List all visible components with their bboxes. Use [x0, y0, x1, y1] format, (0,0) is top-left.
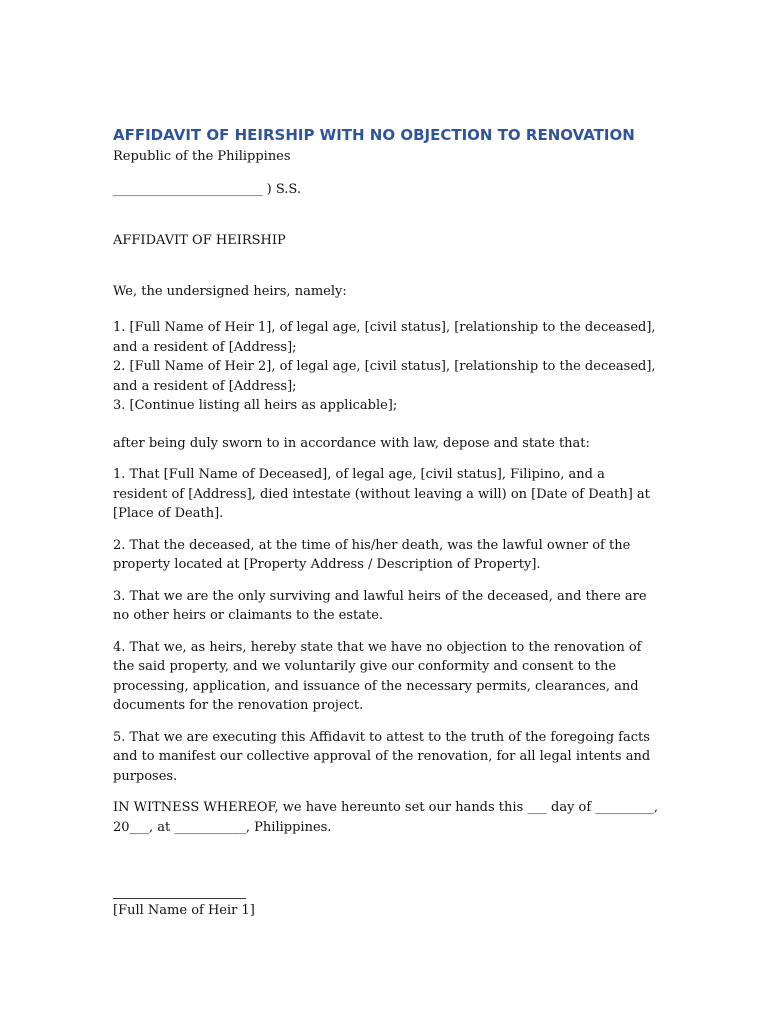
paragraph-1: 1. That [Full Name of Deceased], of legal age, [civil status], Filipino, and a resident of [Address], died intestate (without leaving a will) on [Date of Death] at [Place of Death].	[113, 467, 650, 521]
oath-line: after being duly sworn to in accordance with law, depose and state that:	[113, 435, 590, 451]
paragraph-3: 3. That we are the only surviving and lawful heirs of the deceased, and there are no other heirs or claimants to the estate.	[113, 588, 647, 623]
heirs-list	[113, 318, 658, 416]
venue-line: _______________________ ) S.S.	[113, 181, 301, 197]
signature-line	[113, 885, 246, 899]
country-line: Republic of the Philippines	[113, 149, 291, 164]
paragraph-5: 5. That we are executing this Affidavit to attest to the truth of the foregoing facts and to manifest our collective approval of the renovation, for all legal intents and purposes.	[113, 729, 651, 784]
intro-line: We, the undersigned heirs, namely:	[113, 283, 347, 299]
paragraph-2: 2. That the deceased, at the time of his/her death, was the lawful owner of the property located at [Property Address / Description of Property].	[113, 537, 631, 572]
heir-item: 3. [Continue listing all heirs as applicable];	[113, 398, 398, 413]
document-title: AFFIDAVIT OF HEIRSHIP WITH NO OBJECTION TO RENOVATION	[113, 126, 635, 144]
paragraph-4: 4. That we, as heirs, hereby state that we have no objection to the renovation of the said property, and we voluntarily give our conformity and consent to the processing, application, and issuance of the necessary permits, clearances, and documents for the renovation project.	[113, 639, 642, 713]
affidavit-heading: AFFIDAVIT OF HEIRSHIP	[113, 233, 286, 248]
heir-item: 2. [Full Name of Heir 2], of legal age, [civil status], [relationship to the deceased], and a resident of [Address];	[113, 359, 656, 394]
witness-clause: IN WITNESS WHEREOF, we have hereunto set our hands this ___ day of _________, 20___, at ___________, Philippines.	[113, 800, 658, 835]
heir-item: 1. [Full Name of Heir 1], of legal age, [civil status], [relationship to the deceased], and a resident of [Address];	[113, 320, 656, 355]
document-body	[113, 124, 658, 921]
signatory-name: [Full Name of Heir 1]	[113, 903, 255, 918]
